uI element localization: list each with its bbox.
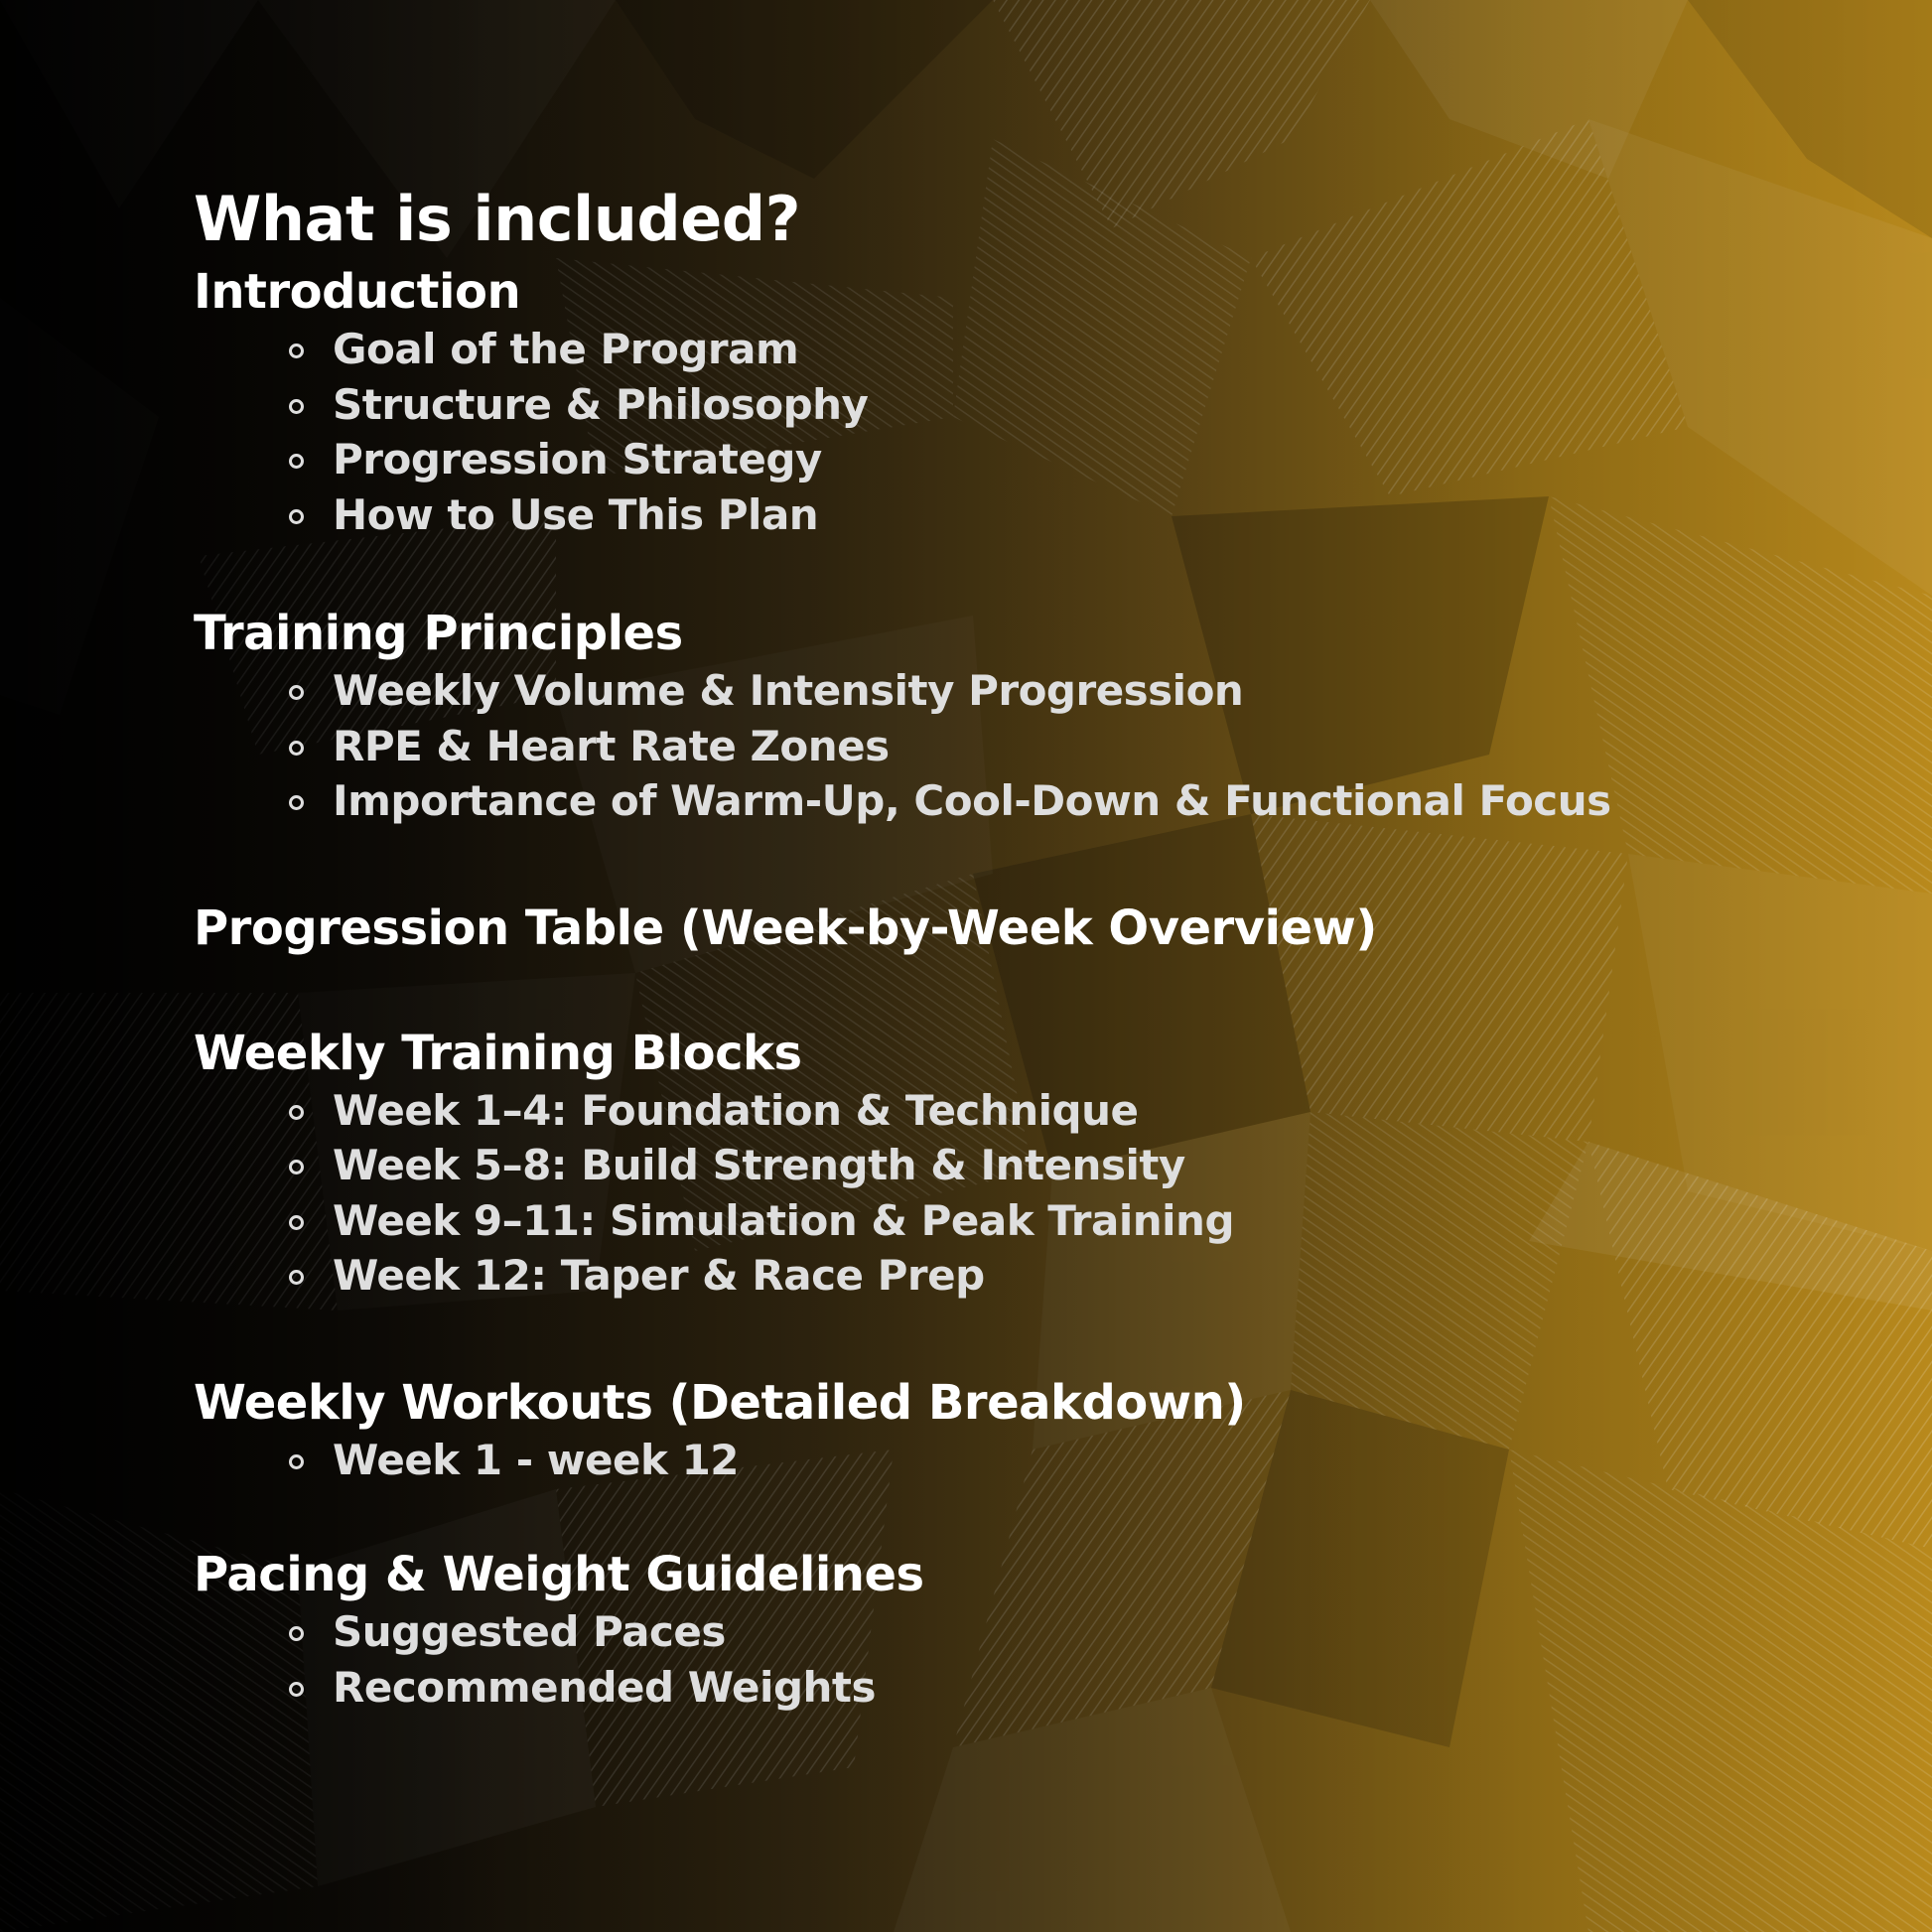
section-weekly-workouts: [194, 1373, 1832, 1488]
circle-bullet-icon: [289, 454, 304, 469]
list-item: [333, 1660, 1832, 1716]
spacer: [194, 829, 1832, 898]
list-item: [333, 1138, 1832, 1193]
section-pacing-weight: [194, 1545, 1832, 1715]
list-item: [333, 1604, 1832, 1660]
circle-bullet-icon: [289, 1160, 304, 1174]
list-item-label: Week 12: Taper & Race Prep: [333, 1251, 985, 1300]
list-item-label: Goal of the Program: [333, 325, 799, 373]
spacer: [194, 1487, 1832, 1545]
list-item-label: How to Use This Plan: [333, 489, 819, 539]
circle-bullet-icon: [289, 1105, 304, 1120]
list-item-label: Week 9–11: Simulation & Peak Training: [333, 1195, 1235, 1245]
list-item: [333, 663, 1832, 719]
section-heading: Weekly Workouts (Detailed Breakdown): [194, 1374, 1246, 1431]
circle-bullet-icon: [289, 1682, 304, 1697]
circle-bullet-icon: [289, 685, 304, 700]
circle-bullet-icon: [289, 1270, 304, 1285]
content: [194, 177, 1832, 1715]
list-item: [333, 1083, 1832, 1139]
list-item-label: Recommended Weights: [333, 1662, 876, 1712]
section-list: [194, 1083, 1832, 1304]
list-item: [333, 1433, 1832, 1488]
list-item-label: Structure & Philosophy: [333, 379, 869, 429]
list-item: [333, 719, 1832, 774]
list-item-label: RPE & Heart Rate Zones: [333, 721, 890, 770]
section-heading: Pacing & Weight Guidelines: [194, 1547, 924, 1602]
list-item: [333, 322, 1832, 377]
circle-bullet-icon: [289, 1454, 304, 1469]
list-item-label: Importance of Warm-Up, Cool-Down & Functional Focus: [333, 776, 1611, 825]
list-item-label: Suggested Paces: [333, 1607, 726, 1656]
section-training-principles: [194, 604, 1832, 829]
list-item-label: Week 1 - week 12: [333, 1435, 740, 1484]
section-introduction: [194, 262, 1832, 542]
circle-bullet-icon: [289, 344, 304, 358]
section-heading: Weekly Training Blocks: [194, 1025, 802, 1081]
list-item: [333, 1193, 1832, 1249]
circle-bullet-icon: [289, 509, 304, 524]
section-list: [194, 1433, 1832, 1488]
circle-bullet-icon: [289, 1215, 304, 1230]
list-item: [333, 773, 1832, 829]
section-list: [194, 322, 1832, 542]
list-item-label: Week 1–4: Foundation & Technique: [333, 1085, 1139, 1135]
section-heading: Training Principles: [194, 606, 683, 661]
section-list: [194, 663, 1832, 829]
list-item-label: Week 5–8: Build Strength & Intensity: [333, 1141, 1185, 1189]
spacer: [194, 1304, 1832, 1373]
circle-bullet-icon: [289, 741, 304, 756]
list-item-label: Weekly Volume & Intensity Progression: [333, 666, 1244, 715]
section-weekly-training-blocks: [194, 1024, 1832, 1304]
list-item: [333, 377, 1832, 433]
circle-bullet-icon: [289, 399, 304, 414]
section-list: [194, 1604, 1832, 1715]
spacer: [194, 542, 1832, 604]
circle-bullet-icon: [289, 1626, 304, 1641]
list-item-label: Progression Strategy: [333, 435, 822, 483]
list-item: [333, 432, 1832, 487]
list-item: [333, 1248, 1832, 1304]
spacer: [194, 958, 1832, 1024]
section-progression-table: [194, 898, 1832, 958]
page-title: What is included?: [194, 183, 801, 255]
section-heading: Progression Table (Week-by-Week Overview): [194, 899, 1377, 956]
list-item: [333, 487, 1832, 543]
section-heading: Introduction: [194, 264, 521, 320]
circle-bullet-icon: [289, 795, 304, 810]
